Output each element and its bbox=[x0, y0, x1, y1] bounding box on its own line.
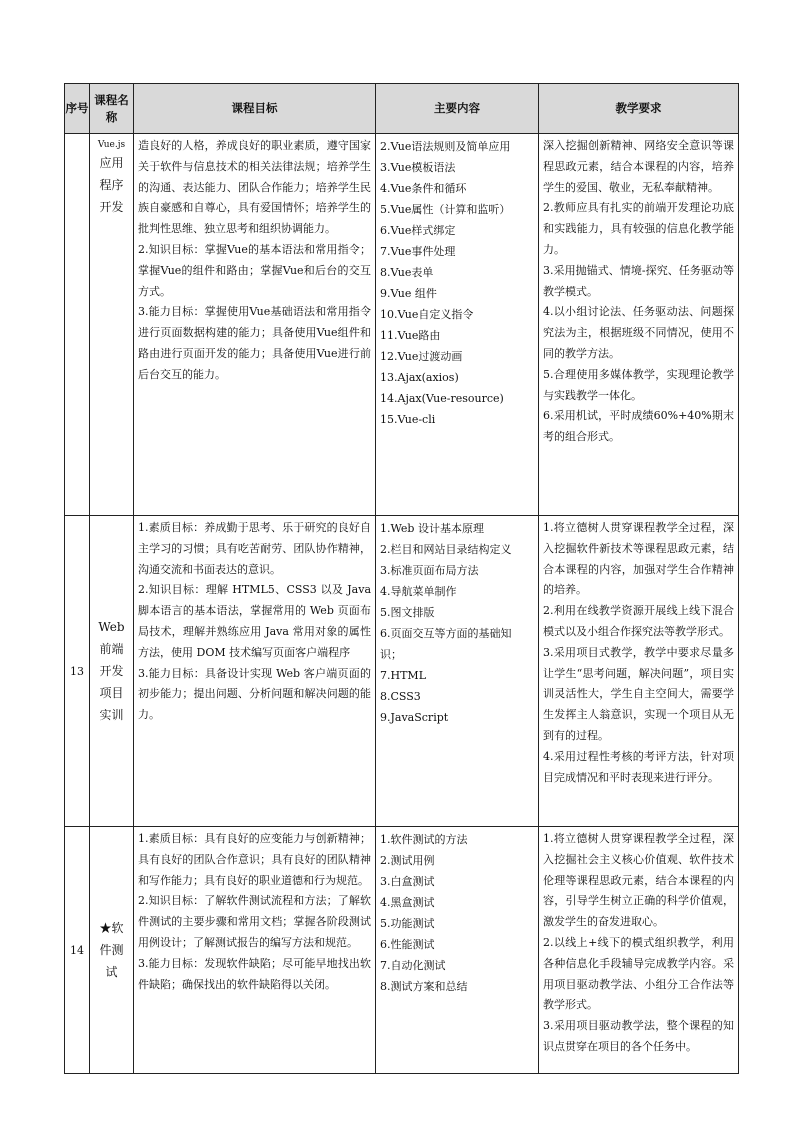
main-content-list bbox=[376, 134, 538, 430]
course-goal-text: 1.素质目标：养成勤于思考、乐于研究的良好自主学习的习惯；具有吃苦耐劳、团队协作精神，沟通交流和书面表达的意识。 2.知识目标：理解 HTML5、CSS3 以及 Java 脚本语言的基本语法，掌握常用的 Web 页面布局技术，理解并熟练应用 Java 常用对象的属性方法，使用 DOM 技术编写页面客户端程序 3.能力目标：具备设计实现 Web 客户端页面的初步能力；提出问题、分析问题和解决问题的能力。 bbox=[138, 521, 371, 722]
teaching-requirements-text: 1.将立德树人贯穿课程教学全过程，深入挖掘社会主义核心价值观、软件技术伦理等课程思政元素，结合本课程的内容，引导学生树立正确的科学价值观，激发学生的奋发进取心。 2.以线上+线下的模式组织教学，利用各种信息化手段辅导完成教学内容。采用项目驱动教学法、小组分工合作法等教学形式。 3.采用项目驱动教学法，整个课程的知识点贯穿在项目的各个任务中。 bbox=[543, 832, 734, 1053]
list-item: 4.黑盒测试 bbox=[380, 896, 435, 909]
course-name-line: 试 bbox=[105, 965, 118, 979]
list-item: 10.Vue自定义指令 bbox=[380, 308, 474, 321]
row-number: 13 bbox=[65, 516, 90, 827]
course-name bbox=[90, 827, 134, 1074]
list-item: 8.测试方案和总结 bbox=[380, 980, 468, 993]
header-course-name: 课程名称 bbox=[90, 84, 134, 134]
list-item: 1.Web 设计基本原理 bbox=[380, 522, 484, 535]
list-item: 5.图文排版 bbox=[380, 606, 435, 619]
course-name bbox=[90, 516, 134, 827]
course-goal-text: 1.素质目标：具有良好的应变能力与创新精神；具有良好的团队合作意识；具有良好的团队精神和写作能力；具有良好的职业道德和行为规范。 2.知识目标：了解软件测试流程和方法；了解软件测试的主要步骤和常用文档；掌握各阶段测试用例设计；了解测试报告的编写方法和规范。 3.能力目标：发现软件缺陷；尽可能早地找出软件缺陷；确保找出的软件缺陷得以关闭。 bbox=[138, 832, 371, 991]
list-item: 6.性能测试 bbox=[380, 938, 435, 951]
list-item: 3.白盒测试 bbox=[380, 875, 435, 888]
header-main-content: 主要内容 bbox=[376, 84, 539, 134]
list-item: 7.HTML bbox=[380, 669, 426, 682]
list-item: 11.Vue路由 bbox=[380, 329, 441, 342]
list-item: 3.标准页面布局方法 bbox=[380, 564, 479, 577]
row-number bbox=[65, 134, 90, 516]
teaching-requirements-text: 1.将立德树人贯穿课程教学全过程，深入挖掘软件新技术等课程思政元素，结合本课程的内容，加强对学生合作精神的培养。 2.利用在线教学资源开展线上线下混合模式以及小组合作探究法等教学形式。 3.采用项目式教学，教学中要求尽量多让学生“思考问题，解决问题”，项目实训灵活性大，学生自主空间大，需要学生发挥主人翁意识，实现一个项目从无到有的过程。 4.采用过程性考核的考评方法，针对项目完成情况和平时表现来进行评分。 bbox=[543, 521, 734, 784]
list-item: 1.软件测试的方法 bbox=[380, 833, 468, 846]
list-item: 5.Vue属性（计算和监听） bbox=[380, 203, 511, 216]
table-header-row bbox=[65, 84, 739, 134]
course-name-line: ★软 bbox=[99, 921, 124, 935]
list-item: 9.Vue 组件 bbox=[380, 287, 437, 300]
list-item: 8.Vue表单 bbox=[380, 266, 434, 279]
course-goal-text: 造良好的人格，养成良好的职业素质，遵守国家关于软件与信息技术的相关法律法规；培养学生的沟通、表达能力、团队合作能力；培养学生民族自豪感和自尊心，具有爱国情怀；培养学生的批判性思维、独立思考和组织协调能力。 2.知识目标：掌握Vue的基本语法和常用指令；掌握Vue的组件和路由；掌握Vue和后台的交互方式。 3.能力目标：掌握使用Vue基础语法和常用指令进行页面数据构建的能力；具备使用Vue组件和路由进行页面开发的能力；具备使用Vue进行前后台交互的能力。 bbox=[138, 139, 371, 381]
list-item: 2.栏目和网站目录结构定义 bbox=[380, 543, 512, 556]
list-item: 14.Ajax(Vue-resource) bbox=[380, 392, 504, 405]
list-item: 3.Vue模板语法 bbox=[380, 161, 456, 174]
list-item: 7.Vue事件处理 bbox=[380, 245, 456, 258]
main-content-list bbox=[376, 827, 538, 997]
list-item: 4.Vue条件和循环 bbox=[380, 182, 467, 195]
table-row bbox=[65, 516, 739, 827]
course-name-line: 应用 bbox=[99, 156, 124, 170]
course-name-line: 件测 bbox=[99, 943, 124, 957]
list-item: 8.CSS3 bbox=[380, 690, 421, 703]
course-name-line: 项目 bbox=[99, 686, 124, 700]
table-row bbox=[65, 827, 739, 1074]
header-seq: 序号 bbox=[65, 84, 90, 134]
table-row bbox=[65, 134, 739, 516]
main-content-list bbox=[376, 516, 538, 728]
curriculum-table bbox=[64, 83, 739, 1074]
list-item: 5.功能测试 bbox=[380, 917, 435, 930]
list-item: 12.Vue过渡动画 bbox=[380, 350, 463, 363]
list-item: 9.JavaScript bbox=[380, 711, 449, 724]
list-item: 15.Vue-cli bbox=[380, 413, 436, 426]
course-name-line: 前端 bbox=[99, 642, 124, 656]
list-item: 6.Vue样式绑定 bbox=[380, 224, 456, 237]
course-name-line: 实训 bbox=[99, 708, 124, 722]
header-teaching-requirements: 教学要求 bbox=[539, 84, 739, 134]
course-name-line: Vue.js bbox=[97, 140, 126, 150]
list-item: 6.页面交互等方面的基础知 bbox=[380, 627, 512, 640]
teaching-requirements-text: 深入挖掘创新精神、网络安全意识等课程思政元素，结合本课程的内容，培养学生的爱国、敬业，无私奉献精神。 2.教师应具有扎实的前端开发理论功底和实践能力，具有较强的信息化教学能力。 3.采用抛锚式、情境-探究、任务驱动等教学模式。 4.以小组讨论法、任务驱动法、问题探究法为主，根据班级不同情况，使用不同的教学方法。 5.合理使用多媒体教学，实现理论教学与实践教学一体化。 6.采用机试，平时成绩60%+40%期末考的组合形式。 bbox=[543, 139, 734, 444]
course-name-line: 开发 bbox=[99, 200, 124, 214]
list-item: 13.Ajax(axios) bbox=[380, 371, 459, 384]
header-course-goal: 课程目标 bbox=[134, 84, 376, 134]
list-item: 2.Vue语法规则及简单应用 bbox=[380, 140, 511, 153]
course-name-line: 程序 bbox=[99, 178, 124, 192]
list-item: 7.自动化测试 bbox=[380, 959, 446, 972]
list-item: 2.测试用例 bbox=[380, 854, 435, 867]
row-number: 14 bbox=[65, 827, 90, 1074]
list-item: 4.导航菜单制作 bbox=[380, 585, 457, 598]
course-name bbox=[90, 134, 134, 516]
list-item: 识； bbox=[380, 648, 402, 661]
course-name-line: 开发 bbox=[99, 664, 124, 678]
course-name-line: Web bbox=[98, 620, 125, 634]
